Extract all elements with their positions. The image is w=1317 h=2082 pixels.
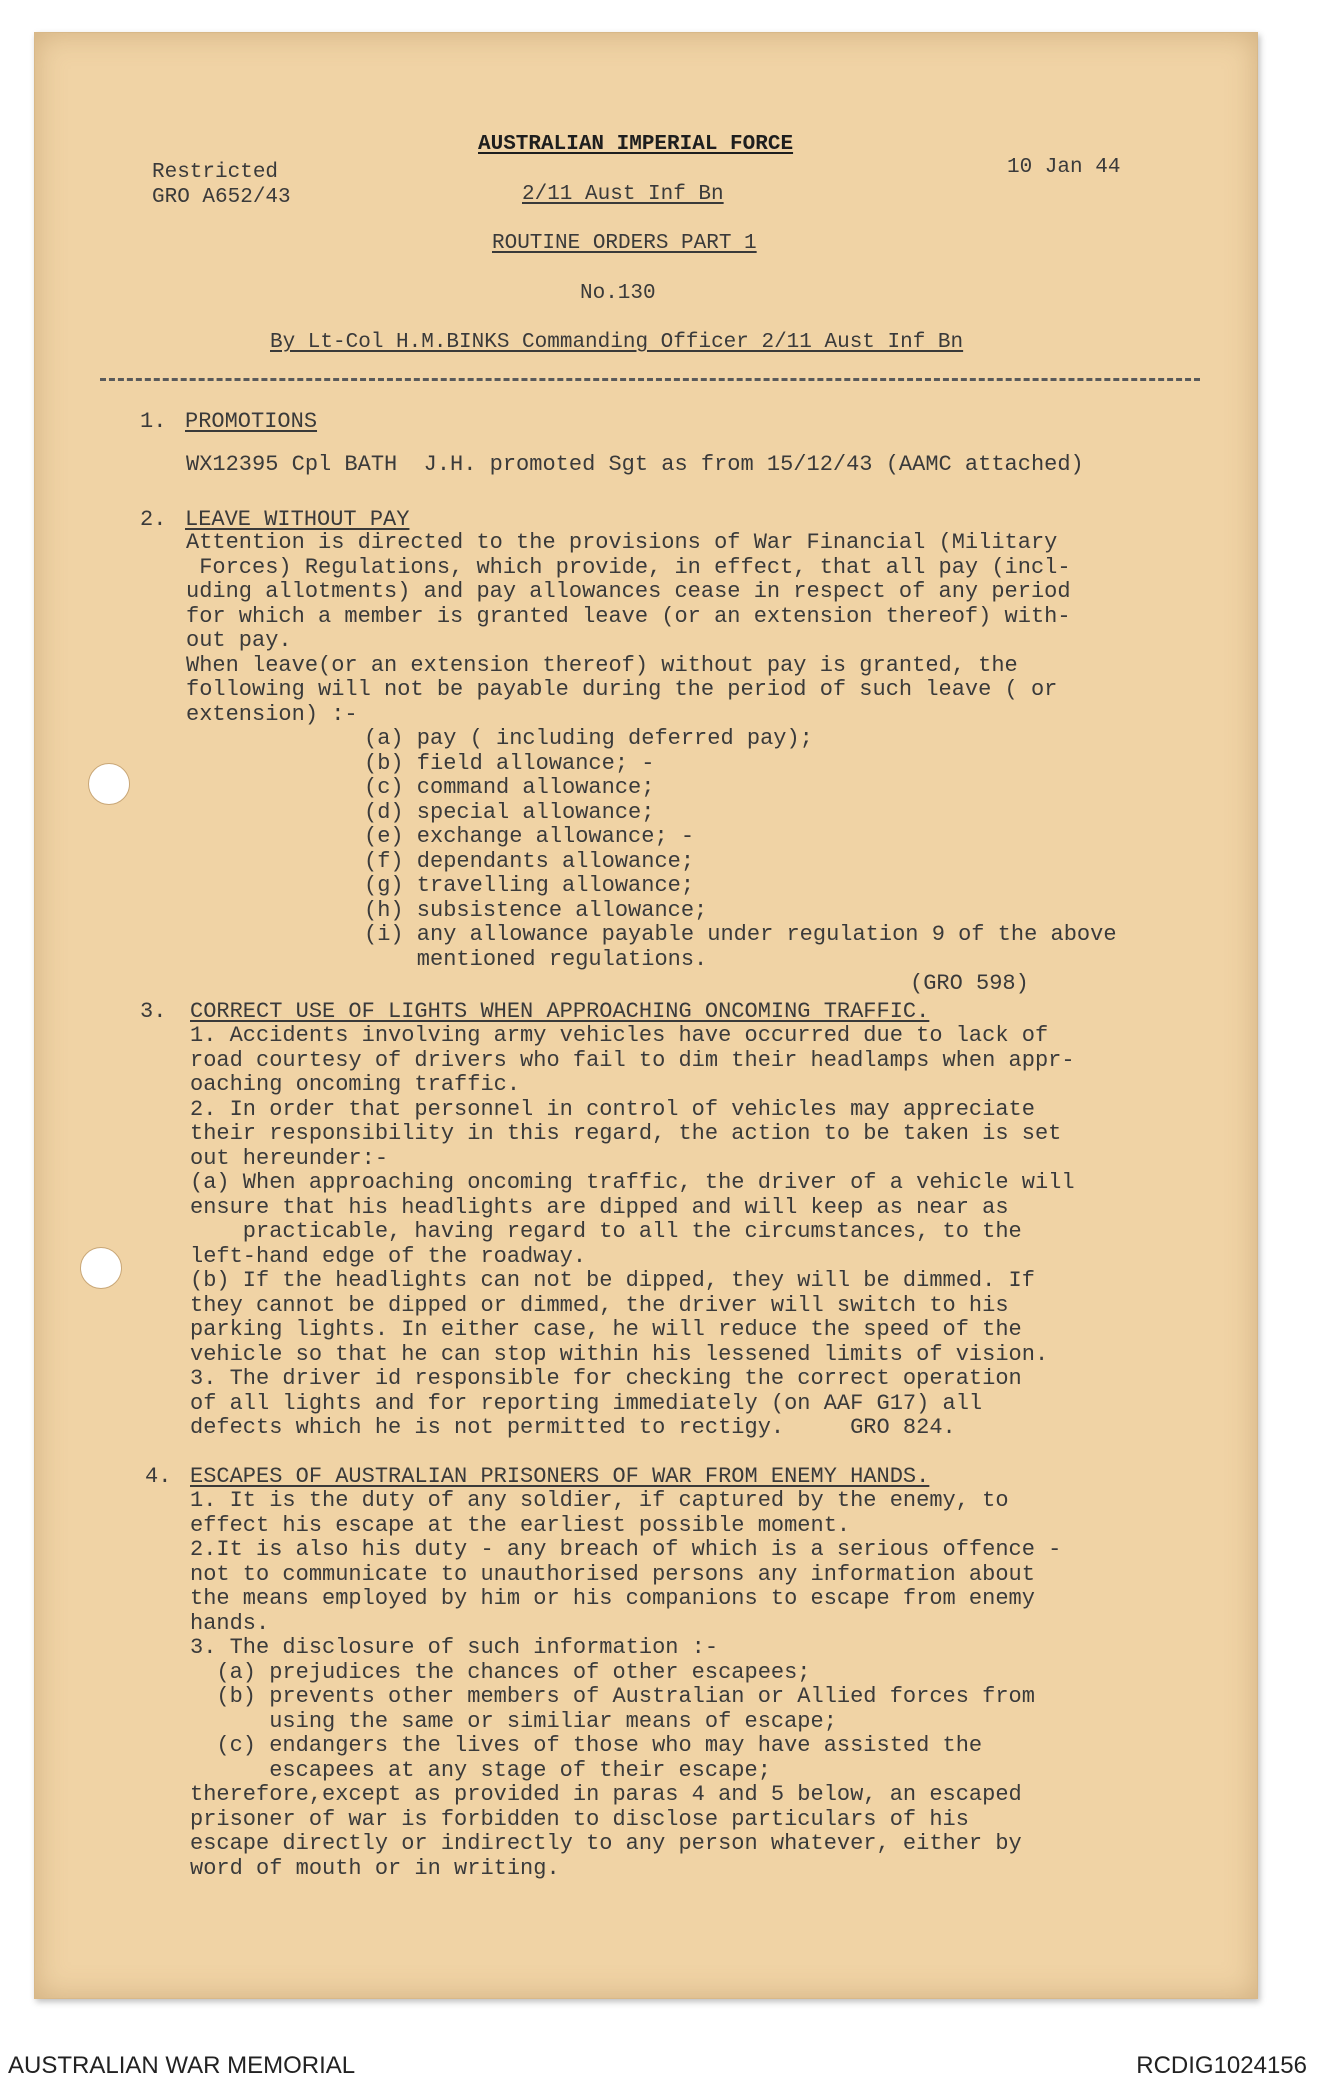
section-1-number: 1. [140,409,167,434]
body-line: out hereunder:- [190,1146,389,1171]
body-line: using the same or similiar means of escape; [190,1709,837,1734]
section-4-heading: ESCAPES OF AUSTRALIAN PRISONERS OF WAR FROM ENEMY HANDS. [190,1464,930,1489]
list-item: (h) subsistence allowance; [364,898,708,923]
body-line: When leave(or an extension thereof) without pay is granted, the [186,653,1018,678]
body-line: practicable, having regard to all the circumstances, to the [190,1219,1022,1244]
section-3-heading: CORRECT USE OF LIGHTS WHEN APPROACHING ONCOMING TRAFFIC. [190,999,930,1024]
body-line: for which a member is granted leave (or an extension thereof) with- [186,604,1071,629]
body-line: word of mouth or in writing. [190,1856,560,1881]
list-item: (c) command allowance; [364,775,655,800]
body-line: of all lights and for reporting immediately (on AAF G17) all [190,1391,983,1416]
header-divider [100,378,1200,381]
restricted-label: Restricted [152,161,279,184]
body-line: escape directly or indirectly to any person whatever, either by [190,1831,1022,1856]
body-line: 3. The driver id responsible for checking the correct operation [190,1366,1022,1391]
force-title: AUSTRALIAN IMPERIAL FORCE [478,133,794,156]
body-line: vehicle so that he can stop within his lessened limits of vision. [190,1342,1049,1367]
section-2-reference: (GRO 598) [910,971,1029,996]
section-2-number: 2. [140,507,167,532]
gro-reference: GRO A652/43 [152,186,291,209]
body-line: parking lights. In either case, he will reduce the speed of the [190,1317,1022,1342]
orders-title: ROUTINE ORDERS PART 1 [492,232,757,255]
body-line: ensure that his headlights are dipped and will keep as near as [190,1195,1009,1220]
list-item: (i) any allowance payable under regulation 9 of the above [364,922,1117,947]
list-item: (b) field allowance; - [364,751,655,776]
body-line: escapees at any stage of their escape; [190,1758,771,1783]
body-line: out pay. [186,628,292,653]
unit-name: 2/11 Aust Inf Bn [522,183,724,206]
body-line: therefore,except as provided in paras 4 and 5 below, an escaped [190,1782,1022,1807]
order-date: 10 Jan 44 [1007,156,1121,179]
list-item: (e) exchange allowance; - [364,824,695,849]
list-item: (d) special allowance; [364,800,655,825]
list-item: (f) dependants allowance; [364,849,695,874]
body-line: extension) :- [186,702,358,727]
section-1-heading: PROMOTIONS [185,409,318,434]
body-line: oaching oncoming traffic. [190,1072,521,1097]
body-line: 2.It is also his duty - any breach of which is a serious offence - [190,1537,1062,1562]
commanding-officer-line: By Lt-Col H.M.BINKS Commanding Officer 2/11 Aust Inf Bn [270,331,964,354]
body-line: (a) When approaching oncoming traffic, the driver of a vehicle will [190,1170,1075,1195]
body-line: not to communicate to unauthorised persons any information about [190,1562,1035,1587]
body-line: uding allotments) and pay allowances cease in respect of any period [186,579,1071,604]
body-line: left-hand edge of the roadway. [190,1244,587,1269]
body-line: road courtesy of drivers who fail to dim their headlamps when appr- [190,1048,1075,1073]
body-line: 1. It is the duty of any soldier, if captured by the enemy, to [190,1488,1009,1513]
body-line: following will not be payable during the period of such leave ( or [186,677,1058,702]
body-line: 3. The disclosure of such information :- [190,1635,719,1660]
section-1-text: WX12395 Cpl BATH J.H. promoted Sgt as from 15/12/43 (AAMC attached) [186,452,1084,477]
order-number: No.130 [580,282,656,305]
section-3-number: 3. [140,999,167,1024]
body-line: the means employed by him or his companions to escape from enemy [190,1586,1035,1611]
section-4-number: 4. [145,1464,172,1489]
footer-archive-name: AUSTRALIAN WAR MEMORIAL [8,2052,356,2079]
body-line: hands. [190,1611,270,1636]
list-item: (a) pay ( including deferred pay); [364,726,813,751]
body-line: (c) endangers the lives of those who may have assisted the [190,1733,983,1758]
body-line: Forces) Regulations, which provide, in effect, that all pay (incl- [186,555,1071,580]
list-item: mentioned regulations. [364,947,708,972]
section-2-heading: LEAVE WITHOUT PAY [185,507,410,532]
body-line: (a) prejudices the chances of other escapees; [190,1660,811,1685]
footer-record-id: RCDIG1024156 [1136,2052,1307,2079]
body-line: their responsibility in this regard, the action to be taken is set [190,1121,1062,1146]
list-item: (g) travelling allowance; [364,873,695,898]
body-line: (b) prevents other members of Australian or Allied forces from [190,1684,1035,1709]
body-line: 1. Accidents involving army vehicles have occurred due to lack of [190,1023,1049,1048]
body-line: they cannot be dipped or dimmed, the driver will switch to his [190,1293,1009,1318]
body-line: (b) If the headlights can not be dipped, they will be dimmed. If [190,1268,1035,1293]
body-line: prisoner of war is forbidden to disclose particulars of his [190,1807,969,1832]
body-line: 2. In order that personnel in control of vehicles may appreciate [190,1097,1035,1122]
body-line: effect his escape at the earliest possible moment. [190,1513,851,1538]
body-line: Attention is directed to the provisions of War Financial (Military [186,530,1058,555]
body-line: defects which he is not permitted to rectigy. GRO 824. [190,1415,956,1440]
